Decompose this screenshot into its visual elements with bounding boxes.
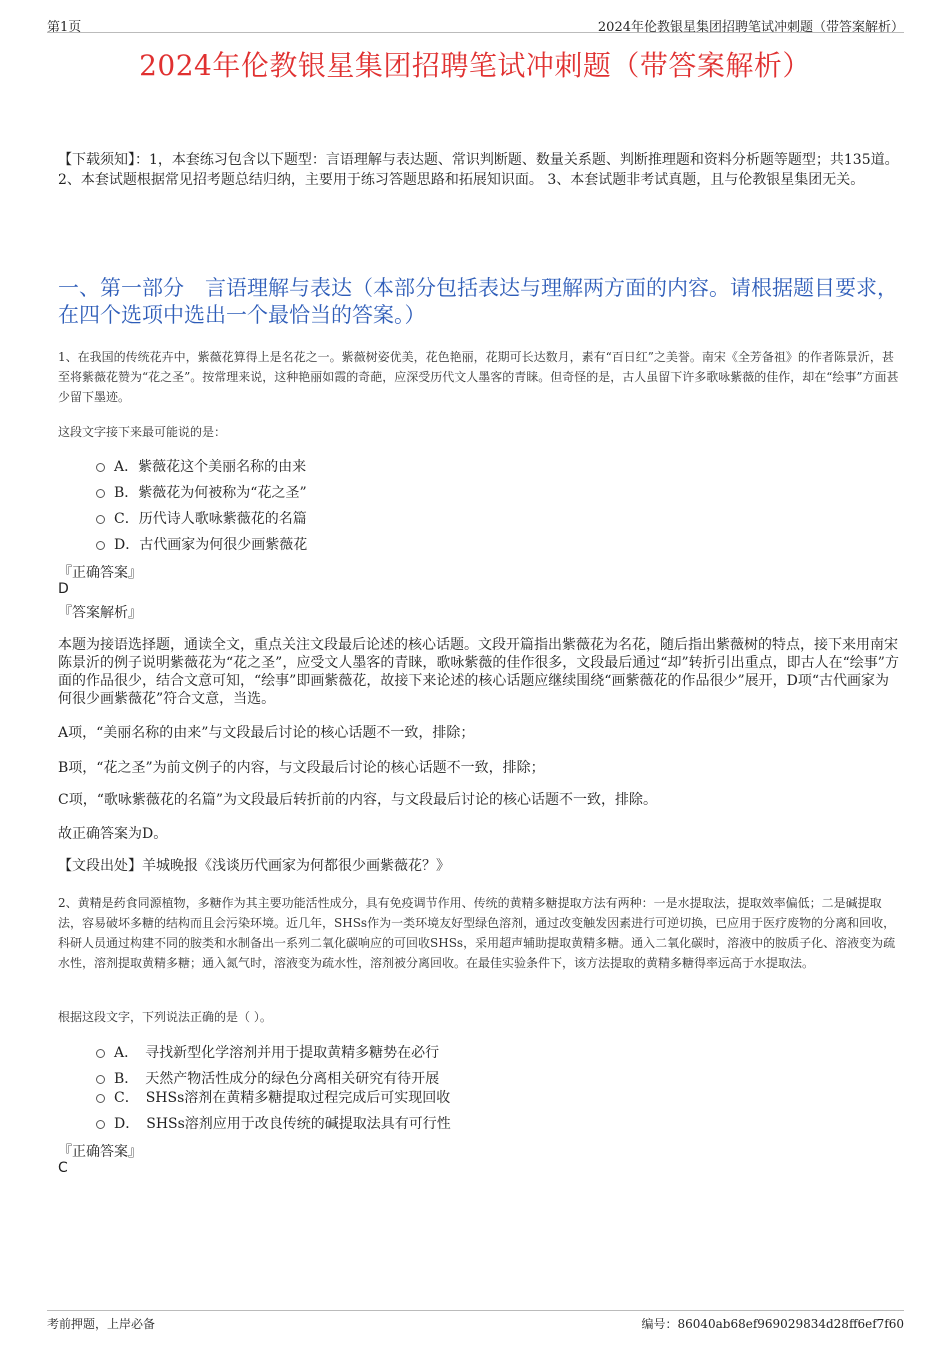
question-1-option-b[interactable] xyxy=(96,482,307,502)
question-2-option-c[interactable] xyxy=(96,1087,450,1107)
question-1-answer: D xyxy=(58,581,69,597)
question-2-stem: 2、黄精是药食同源植物，多糖作为其主要功能活性成分，具有免疫调节作用、传统的黄精多糖提取方法有两种：一是水提取法，提取效率偏低；二是碱提取法，容易破坏多糖的结构而且会污染环境。近几年，SHSs作为一类环境友好型绿色溶剂，通过改变触发因素进行可逆切换，已应用于医疗废物的分离和回收，科研人员通过构建不同的胺类和水制备出一系列二氧化碳响应的可回收SHSs，采用超声辅助提取黄精多糖。通入二氧化碳时，溶液中的胺质子化、溶液变为疏水性，溶剂提取黄精多糖；通入氮气时，溶液变为疏水性，溶剂被分离回收。在最佳实验条件下，该方法提取的黄精多糖得率远高于水提取法。 xyxy=(58,896,896,970)
radio-icon[interactable] xyxy=(96,1049,105,1058)
download-notice: 【下载须知】：1，本套练习包含以下题型：言语理解与表达题、常识判断题、数量关系题、判断推理题和资料分析题等题型；共135道。 2、本套试题根据常见招考题总结归纳，主要用于练习答题思路和拓展知识面。 3、本套试题非考试真题，且与伦教银星集团无关。 xyxy=(58,152,899,188)
page-title: 2024年伦教银星集团招聘笔试冲刺题（带答案解析） xyxy=(139,49,811,82)
question-2-option-d[interactable] xyxy=(96,1113,451,1133)
question-1-conclusion: 故正确答案为D。 xyxy=(58,826,168,842)
option-label: A． 寻找新型化学溶剂并用于提取黄精多糖势在必行 xyxy=(114,1045,440,1061)
option-label: A．紫薇花这个美丽名称的由来 xyxy=(114,459,307,475)
radio-icon[interactable] xyxy=(96,1094,105,1103)
option-label: B． 天然产物活性成分的绿色分离相关研究有待开展 xyxy=(114,1071,440,1087)
question-1-exclusion-c: C项，“歌咏紫薇花的名篇”为文段最后转折前的内容，与文段最后讨论的核心话题不一致，排除。 xyxy=(58,792,658,808)
question-1-exclusion-a: A项，“美丽名称的由来”与文段最后讨论的核心话题不一致，排除； xyxy=(58,725,475,741)
question-1-option-d[interactable] xyxy=(96,534,307,554)
footer-slogan: 考前押题，上岸必备 xyxy=(47,1317,156,1331)
radio-icon[interactable] xyxy=(96,463,105,472)
option-label: D．古代画家为何很少画紫薇花 xyxy=(114,537,308,553)
radio-icon[interactable] xyxy=(96,1120,105,1129)
question-1-prompt: 这段文字接下来最可能说的是： xyxy=(58,425,227,439)
option-label: C．历代诗人歌咏紫薇花的名篇 xyxy=(114,511,307,527)
option-label: B．紫薇花为何被称为“花之圣” xyxy=(114,485,307,501)
radio-icon[interactable] xyxy=(96,489,105,498)
footer-divider xyxy=(47,1310,904,1311)
question-2-answer: C xyxy=(58,1160,68,1176)
footer-doc-id: 编号：86040ab68ef969029834d28ff6ef7f60 xyxy=(641,1317,904,1331)
question-2-prompt: 根据这段文字，下列说法正确的是（ ）。 xyxy=(58,1010,272,1024)
radio-icon[interactable] xyxy=(96,1075,105,1084)
question-1-answer-label: 『正确答案』 xyxy=(58,565,142,581)
question-1-stem: 1、在我国的传统花卉中，紫薇花算得上是名花之一。紫薇树姿优美，花色艳丽，花期可长达数月，素有“百日红”之美誉。南宋《全芳备祖》的作者陈景沂，甚至将紫薇花赞为“花之圣”。按常理来说，这种艳丽如霞的奇葩，应深受历代文人墨客的青睐。但奇怪的是，古人虽留下许多歌咏紫薇的佳作，却在“绘事”方面甚少留下墨迹。 xyxy=(58,350,899,404)
radio-icon[interactable] xyxy=(96,515,105,524)
question-1-exclusion-b: B项，“花之圣”为前文例子的内容，与文段最后讨论的核心话题不一致，排除； xyxy=(58,760,545,776)
question-1-analysis-label: 『答案解析』 xyxy=(58,605,142,621)
question-1-option-c[interactable] xyxy=(96,508,307,528)
question-2-option-b[interactable] xyxy=(96,1068,439,1088)
question-1-source: 【文段出处】羊城晚报《浅谈历代画家为何都很少画紫薇花？》 xyxy=(58,858,450,874)
option-label: C． SHSs溶剂在黄精多糖提取过程完成后可实现回收 xyxy=(114,1090,451,1106)
page-number: 第1页 xyxy=(47,20,82,35)
question-2-answer-label: 『正确答案』 xyxy=(58,1144,142,1160)
header-doc-title: 2024年伦教银星集团招聘笔试冲刺题（带答案解析） xyxy=(597,20,904,35)
radio-icon[interactable] xyxy=(96,541,105,550)
question-2-option-a[interactable] xyxy=(96,1042,439,1062)
option-label: D． SHSs溶剂应用于改良传统的碱提取法具有可行性 xyxy=(114,1116,451,1132)
question-1-option-a[interactable] xyxy=(96,456,306,476)
section-heading: 一、第一部分 言语理解与表达（本部分包括表达与理解两方面的内容。请根据题目要求，在四个选项中选出一个最恰当的答案。） xyxy=(58,276,898,327)
header-divider xyxy=(47,32,904,33)
question-1-analysis: 本题为接语选择题，通读全文，重点关注文段最后论述的核心话题。文段开篇指出紫薇花为名花，随后指出紫薇树的特点，接下来用南宋陈景沂的例子说明紫薇花为“花之圣”，应受文人墨客的青睐，歌咏紫薇的佳作很多，文段最后通过“却”转折引出重点，即古人在“绘事”方面的作品很少，结合文意可知，“绘事”即画紫薇花，故接下来论述的核心话题应继续围绕“画紫薇花的作品很少”展开，D项“古代画家为何很少画紫薇花”符合文意，当选。 xyxy=(58,637,899,707)
